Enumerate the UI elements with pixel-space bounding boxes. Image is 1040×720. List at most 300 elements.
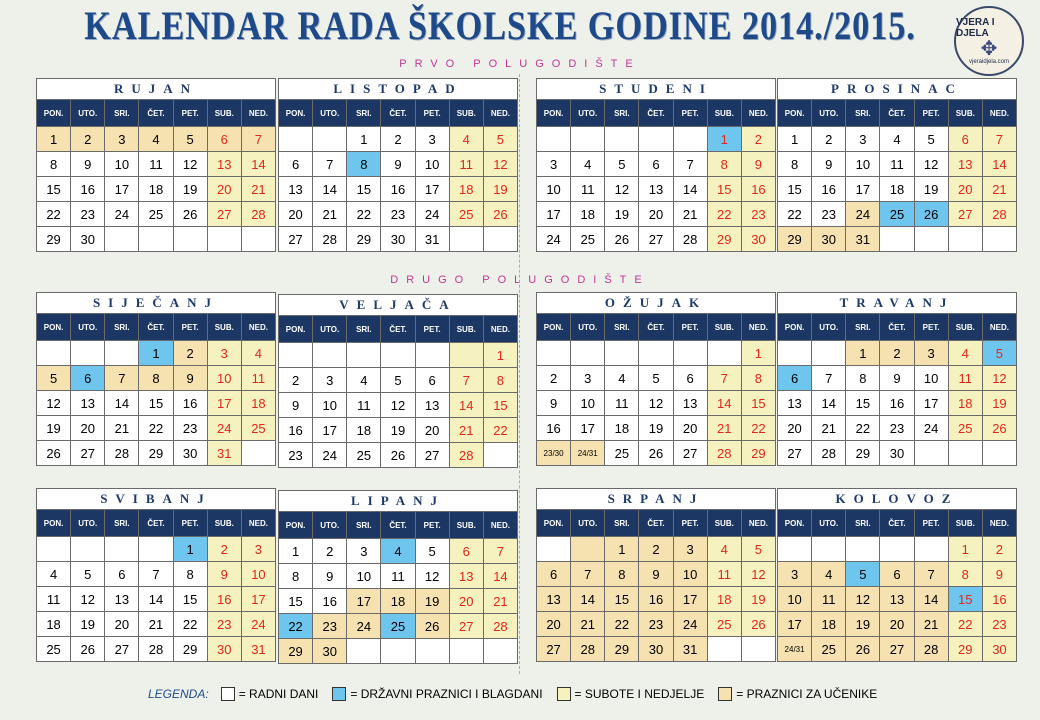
day-header: NED. (241, 510, 275, 537)
day-cell: 3 (207, 341, 241, 366)
day-cell: 21 (313, 202, 347, 227)
day-cell: 1 (37, 127, 71, 152)
day-cell: 2 (279, 368, 313, 393)
day-cell: 27 (880, 637, 914, 662)
month-lipanj (278, 490, 518, 664)
day-cell (381, 639, 415, 664)
day-cell: 3 (241, 537, 275, 562)
day-header: UTO. (71, 510, 105, 537)
day-cell: 15 (948, 587, 982, 612)
first-semester-label: PRVO POLUGODIŠTE (399, 58, 641, 70)
day-header: ČET. (381, 316, 415, 343)
day-cell: 2 (537, 366, 571, 391)
day-cell: 17 (241, 587, 275, 612)
day-cell: 14 (982, 152, 1016, 177)
day-cell: 4 (880, 127, 914, 152)
day-header: UTO. (71, 314, 105, 341)
day-cell (241, 227, 275, 252)
day-cell: 27 (207, 202, 241, 227)
legend-title: LEGENDA: (148, 687, 209, 701)
day-cell (846, 537, 880, 562)
day-cell: 6 (948, 127, 982, 152)
day-cell: 18 (347, 418, 381, 443)
day-cell: 22 (347, 202, 381, 227)
day-header: SUB. (948, 510, 982, 537)
day-cell: 28 (982, 202, 1016, 227)
day-cell: 6 (639, 152, 673, 177)
day-cell: 18 (449, 177, 483, 202)
day-cell: 13 (639, 177, 673, 202)
day-cell (778, 537, 812, 562)
day-cell: 21 (914, 612, 948, 637)
day-cell: 23/30 (537, 441, 571, 466)
day-cell: 24 (105, 202, 139, 227)
day-cell: 21 (241, 177, 275, 202)
day-header: PON. (37, 314, 71, 341)
day-cell: 18 (571, 202, 605, 227)
day-cell: 2 (812, 127, 846, 152)
day-cell: 7 (914, 562, 948, 587)
day-cell: 1 (707, 127, 741, 152)
day-cell: 23 (207, 612, 241, 637)
day-cell: 13 (880, 587, 914, 612)
legend-item (718, 687, 877, 701)
day-header: SUB. (449, 512, 483, 539)
day-cell: 18 (381, 589, 415, 614)
day-cell: 9 (880, 366, 914, 391)
day-cell: 5 (381, 368, 415, 393)
day-cell: 26 (605, 227, 639, 252)
day-cell: 22 (741, 416, 775, 441)
day-cell: 19 (741, 587, 775, 612)
day-cell: 20 (415, 418, 449, 443)
day-cell (741, 637, 775, 662)
day-cell: 12 (37, 391, 71, 416)
day-cell: 24/31 (778, 637, 812, 662)
day-cell: 28 (241, 202, 275, 227)
day-cell: 21 (449, 418, 483, 443)
month-name: TRAVANJ (778, 293, 1017, 314)
day-cell: 14 (673, 177, 707, 202)
day-cell: 7 (483, 539, 517, 564)
day-cell: 23 (880, 416, 914, 441)
day-cell: 8 (707, 152, 741, 177)
day-cell: 16 (639, 587, 673, 612)
day-cell: 1 (173, 537, 207, 562)
month-name: STUDENI (537, 79, 776, 100)
day-cell: 2 (741, 127, 775, 152)
month-name: PROSINAC (778, 79, 1017, 100)
day-cell: 19 (381, 418, 415, 443)
day-header: SUB. (449, 100, 483, 127)
day-cell: 23 (982, 612, 1016, 637)
day-cell (880, 537, 914, 562)
day-cell: 26 (846, 637, 880, 662)
day-cell: 22 (948, 612, 982, 637)
day-header: SRI. (605, 314, 639, 341)
day-header: UTO. (571, 314, 605, 341)
day-header: PON. (778, 314, 812, 341)
day-cell: 22 (605, 612, 639, 637)
month-name: LIPANJ (279, 491, 518, 512)
day-header: ČET. (639, 510, 673, 537)
day-cell: 9 (741, 152, 775, 177)
day-header: PET. (914, 314, 948, 341)
day-cell: 12 (71, 587, 105, 612)
day-cell (313, 343, 347, 368)
day-cell: 9 (279, 393, 313, 418)
day-cell: 6 (71, 366, 105, 391)
month-prosinac (777, 78, 1017, 252)
day-header: UTO. (313, 316, 347, 343)
day-cell: 27 (948, 202, 982, 227)
divider (519, 74, 520, 674)
day-cell (139, 537, 173, 562)
day-header: SUB. (207, 314, 241, 341)
day-cell: 24 (537, 227, 571, 252)
day-cell (605, 341, 639, 366)
day-cell: 18 (139, 177, 173, 202)
day-cell: 19 (71, 612, 105, 637)
day-cell (483, 227, 517, 252)
day-cell: 24 (347, 614, 381, 639)
day-cell: 28 (707, 441, 741, 466)
day-cell: 1 (778, 127, 812, 152)
day-cell: 24 (673, 612, 707, 637)
day-cell: 12 (173, 152, 207, 177)
day-cell: 26 (914, 202, 948, 227)
day-cell: 23 (279, 443, 313, 468)
day-header: PET. (173, 100, 207, 127)
day-cell: 22 (139, 416, 173, 441)
day-cell: 12 (982, 366, 1016, 391)
day-cell: 30 (812, 227, 846, 252)
day-cell: 19 (415, 589, 449, 614)
day-cell: 25 (347, 443, 381, 468)
day-header: SUB. (207, 510, 241, 537)
day-cell: 28 (313, 227, 347, 252)
day-cell: 27 (105, 637, 139, 662)
dove-icon: ✥ (980, 38, 998, 60)
day-cell: 27 (537, 637, 571, 662)
day-cell: 2 (982, 537, 1016, 562)
day-cell: 8 (139, 366, 173, 391)
day-cell: 29 (846, 441, 880, 466)
day-cell: 30 (71, 227, 105, 252)
day-cell: 1 (279, 539, 313, 564)
day-header: SUB. (948, 314, 982, 341)
month-name: LISTOPAD (279, 79, 518, 100)
day-header: SUB. (707, 510, 741, 537)
day-cell: 11 (571, 177, 605, 202)
day-cell: 26 (982, 416, 1016, 441)
day-cell: 8 (173, 562, 207, 587)
day-cell: 13 (948, 152, 982, 177)
day-cell: 2 (173, 341, 207, 366)
day-cell: 20 (537, 612, 571, 637)
day-cell: 21 (139, 612, 173, 637)
day-cell: 9 (381, 152, 415, 177)
day-header: NED. (982, 100, 1016, 127)
day-cell: 30 (982, 637, 1016, 662)
day-header: SUB. (449, 316, 483, 343)
legend-label: = DRŽAVNI PRAZNICI I BLAGDANI (350, 687, 543, 701)
day-header: PET. (415, 316, 449, 343)
day-cell: 25 (37, 637, 71, 662)
day-header: SRI. (846, 100, 880, 127)
day-cell: 28 (673, 227, 707, 252)
day-cell: 1 (483, 343, 517, 368)
day-cell: 4 (241, 341, 275, 366)
day-cell: 28 (812, 441, 846, 466)
day-cell: 3 (673, 537, 707, 562)
day-cell: 3 (313, 368, 347, 393)
day-cell: 5 (741, 537, 775, 562)
legend-label: = PRAZNICI ZA UČENIKE (736, 687, 878, 701)
month-srpanj (536, 488, 776, 662)
day-header: SRI. (105, 314, 139, 341)
day-cell: 22 (846, 416, 880, 441)
day-cell: 6 (415, 368, 449, 393)
day-cell: 3 (778, 562, 812, 587)
day-cell: 23 (741, 202, 775, 227)
day-cell: 25 (139, 202, 173, 227)
day-header: UTO. (812, 100, 846, 127)
day-cell: 24 (914, 416, 948, 441)
day-cell: 11 (880, 152, 914, 177)
day-cell: 25 (880, 202, 914, 227)
day-header: PON. (279, 316, 313, 343)
day-header: SRI. (105, 100, 139, 127)
day-cell: 6 (778, 366, 812, 391)
month-name: SIJEČANJ (37, 293, 276, 314)
day-cell: 1 (139, 341, 173, 366)
day-cell: 11 (812, 587, 846, 612)
day-cell: 23 (381, 202, 415, 227)
day-cell: 12 (741, 562, 775, 587)
day-cell: 17 (105, 177, 139, 202)
day-cell: 20 (880, 612, 914, 637)
day-header: ČET. (639, 314, 673, 341)
day-header: SRI. (347, 512, 381, 539)
day-header: NED. (241, 314, 275, 341)
day-cell: 14 (449, 393, 483, 418)
day-cell: 27 (639, 227, 673, 252)
day-cell (778, 341, 812, 366)
day-cell: 20 (279, 202, 313, 227)
day-cell: 25 (948, 416, 982, 441)
day-cell (948, 227, 982, 252)
day-cell: 8 (948, 562, 982, 587)
day-cell: 28 (483, 614, 517, 639)
day-cell: 1 (347, 127, 381, 152)
month-name: RUJAN (37, 79, 276, 100)
day-header: SRI. (347, 316, 381, 343)
day-cell (707, 637, 741, 662)
day-cell: 10 (778, 587, 812, 612)
day-cell: 16 (812, 177, 846, 202)
day-cell: 5 (483, 127, 517, 152)
day-header: SUB. (707, 314, 741, 341)
day-cell: 20 (71, 416, 105, 441)
day-cell: 18 (880, 177, 914, 202)
day-header: PON. (537, 100, 571, 127)
day-cell: 1 (948, 537, 982, 562)
day-cell: 31 (415, 227, 449, 252)
day-cell (537, 537, 571, 562)
day-cell: 7 (571, 562, 605, 587)
day-cell: 11 (347, 393, 381, 418)
month-ožujak (536, 292, 776, 466)
day-cell (173, 227, 207, 252)
legend-swatch (221, 687, 235, 701)
day-header: ČET. (880, 510, 914, 537)
day-cell (537, 341, 571, 366)
month-travanj (777, 292, 1017, 466)
day-header: SRI. (347, 100, 381, 127)
day-cell: 13 (207, 152, 241, 177)
page-title: KALENDAR RADA ŠKOLSKE GODINE 2014./2015. (84, 3, 916, 48)
day-cell: 16 (173, 391, 207, 416)
day-cell: 6 (673, 366, 707, 391)
day-cell (207, 227, 241, 252)
day-cell: 11 (381, 564, 415, 589)
day-cell: 13 (449, 564, 483, 589)
day-cell: 25 (571, 227, 605, 252)
day-cell: 14 (241, 152, 275, 177)
day-cell: 7 (449, 368, 483, 393)
day-cell: 20 (105, 612, 139, 637)
month-studeni (536, 78, 776, 252)
day-cell: 20 (948, 177, 982, 202)
day-cell (71, 341, 105, 366)
day-cell: 24 (207, 416, 241, 441)
day-cell (37, 537, 71, 562)
day-header: PET. (673, 510, 707, 537)
day-header: ČET. (639, 100, 673, 127)
day-header: ČET. (139, 510, 173, 537)
day-cell: 19 (846, 612, 880, 637)
day-cell (105, 227, 139, 252)
day-header: PON. (537, 510, 571, 537)
logo-url: vjeraidjela.com (968, 59, 1010, 65)
day-cell (914, 441, 948, 466)
day-cell: 4 (605, 366, 639, 391)
day-cell: 5 (846, 562, 880, 587)
day-cell (415, 639, 449, 664)
day-cell: 10 (914, 366, 948, 391)
day-cell (449, 343, 483, 368)
day-cell: 5 (639, 366, 673, 391)
day-cell: 2 (639, 537, 673, 562)
day-header: PON. (279, 512, 313, 539)
day-cell: 8 (483, 368, 517, 393)
day-cell: 25 (605, 441, 639, 466)
day-header: ČET. (381, 100, 415, 127)
day-cell: 31 (846, 227, 880, 252)
day-cell: 7 (241, 127, 275, 152)
day-cell: 22 (37, 202, 71, 227)
day-cell: 5 (914, 127, 948, 152)
day-cell: 27 (415, 443, 449, 468)
day-cell: 28 (105, 441, 139, 466)
day-cell: 13 (415, 393, 449, 418)
day-cell (880, 227, 914, 252)
day-cell: 14 (139, 587, 173, 612)
day-cell: 3 (846, 127, 880, 152)
day-cell (571, 341, 605, 366)
day-cell: 14 (105, 391, 139, 416)
day-cell: 19 (914, 177, 948, 202)
day-cell (415, 343, 449, 368)
day-cell: 10 (415, 152, 449, 177)
day-cell: 17 (846, 177, 880, 202)
legend-label: = SUBOTE I NEDJELJE (574, 687, 705, 701)
day-cell: 12 (381, 393, 415, 418)
day-cell: 21 (982, 177, 1016, 202)
day-cell: 25 (707, 612, 741, 637)
day-cell (639, 127, 673, 152)
day-cell: 4 (139, 127, 173, 152)
day-cell (914, 537, 948, 562)
day-cell: 15 (846, 391, 880, 416)
day-cell: 7 (707, 366, 741, 391)
day-cell (241, 441, 275, 466)
day-cell: 26 (639, 441, 673, 466)
day-cell: 17 (537, 202, 571, 227)
day-cell: 18 (241, 391, 275, 416)
day-cell: 23 (313, 614, 347, 639)
day-cell: 5 (415, 539, 449, 564)
day-cell: 29 (279, 639, 313, 664)
day-cell: 29 (139, 441, 173, 466)
day-cell: 4 (571, 152, 605, 177)
day-cell: 14 (313, 177, 347, 202)
day-cell: 3 (914, 341, 948, 366)
day-header: NED. (241, 100, 275, 127)
day-header: NED. (982, 510, 1016, 537)
legend-swatch (557, 687, 571, 701)
day-cell (982, 441, 1016, 466)
day-cell: 4 (347, 368, 381, 393)
day-cell (571, 127, 605, 152)
legend (148, 685, 891, 703)
day-cell: 7 (105, 366, 139, 391)
day-cell: 27 (673, 441, 707, 466)
day-cell: 27 (71, 441, 105, 466)
day-cell (37, 341, 71, 366)
day-cell: 3 (571, 366, 605, 391)
day-cell: 11 (139, 152, 173, 177)
day-cell (105, 341, 139, 366)
day-cell: 20 (673, 416, 707, 441)
day-header: PET. (415, 100, 449, 127)
day-cell: 28 (449, 443, 483, 468)
day-cell (347, 639, 381, 664)
day-cell: 5 (982, 341, 1016, 366)
day-header: SRI. (846, 510, 880, 537)
day-cell (812, 341, 846, 366)
day-cell: 6 (105, 562, 139, 587)
day-cell: 22 (279, 614, 313, 639)
day-cell: 6 (537, 562, 571, 587)
day-header: NED. (741, 100, 775, 127)
day-cell: 9 (313, 564, 347, 589)
day-cell: 14 (914, 587, 948, 612)
day-cell: 10 (313, 393, 347, 418)
day-cell: 10 (846, 152, 880, 177)
day-cell: 11 (449, 152, 483, 177)
